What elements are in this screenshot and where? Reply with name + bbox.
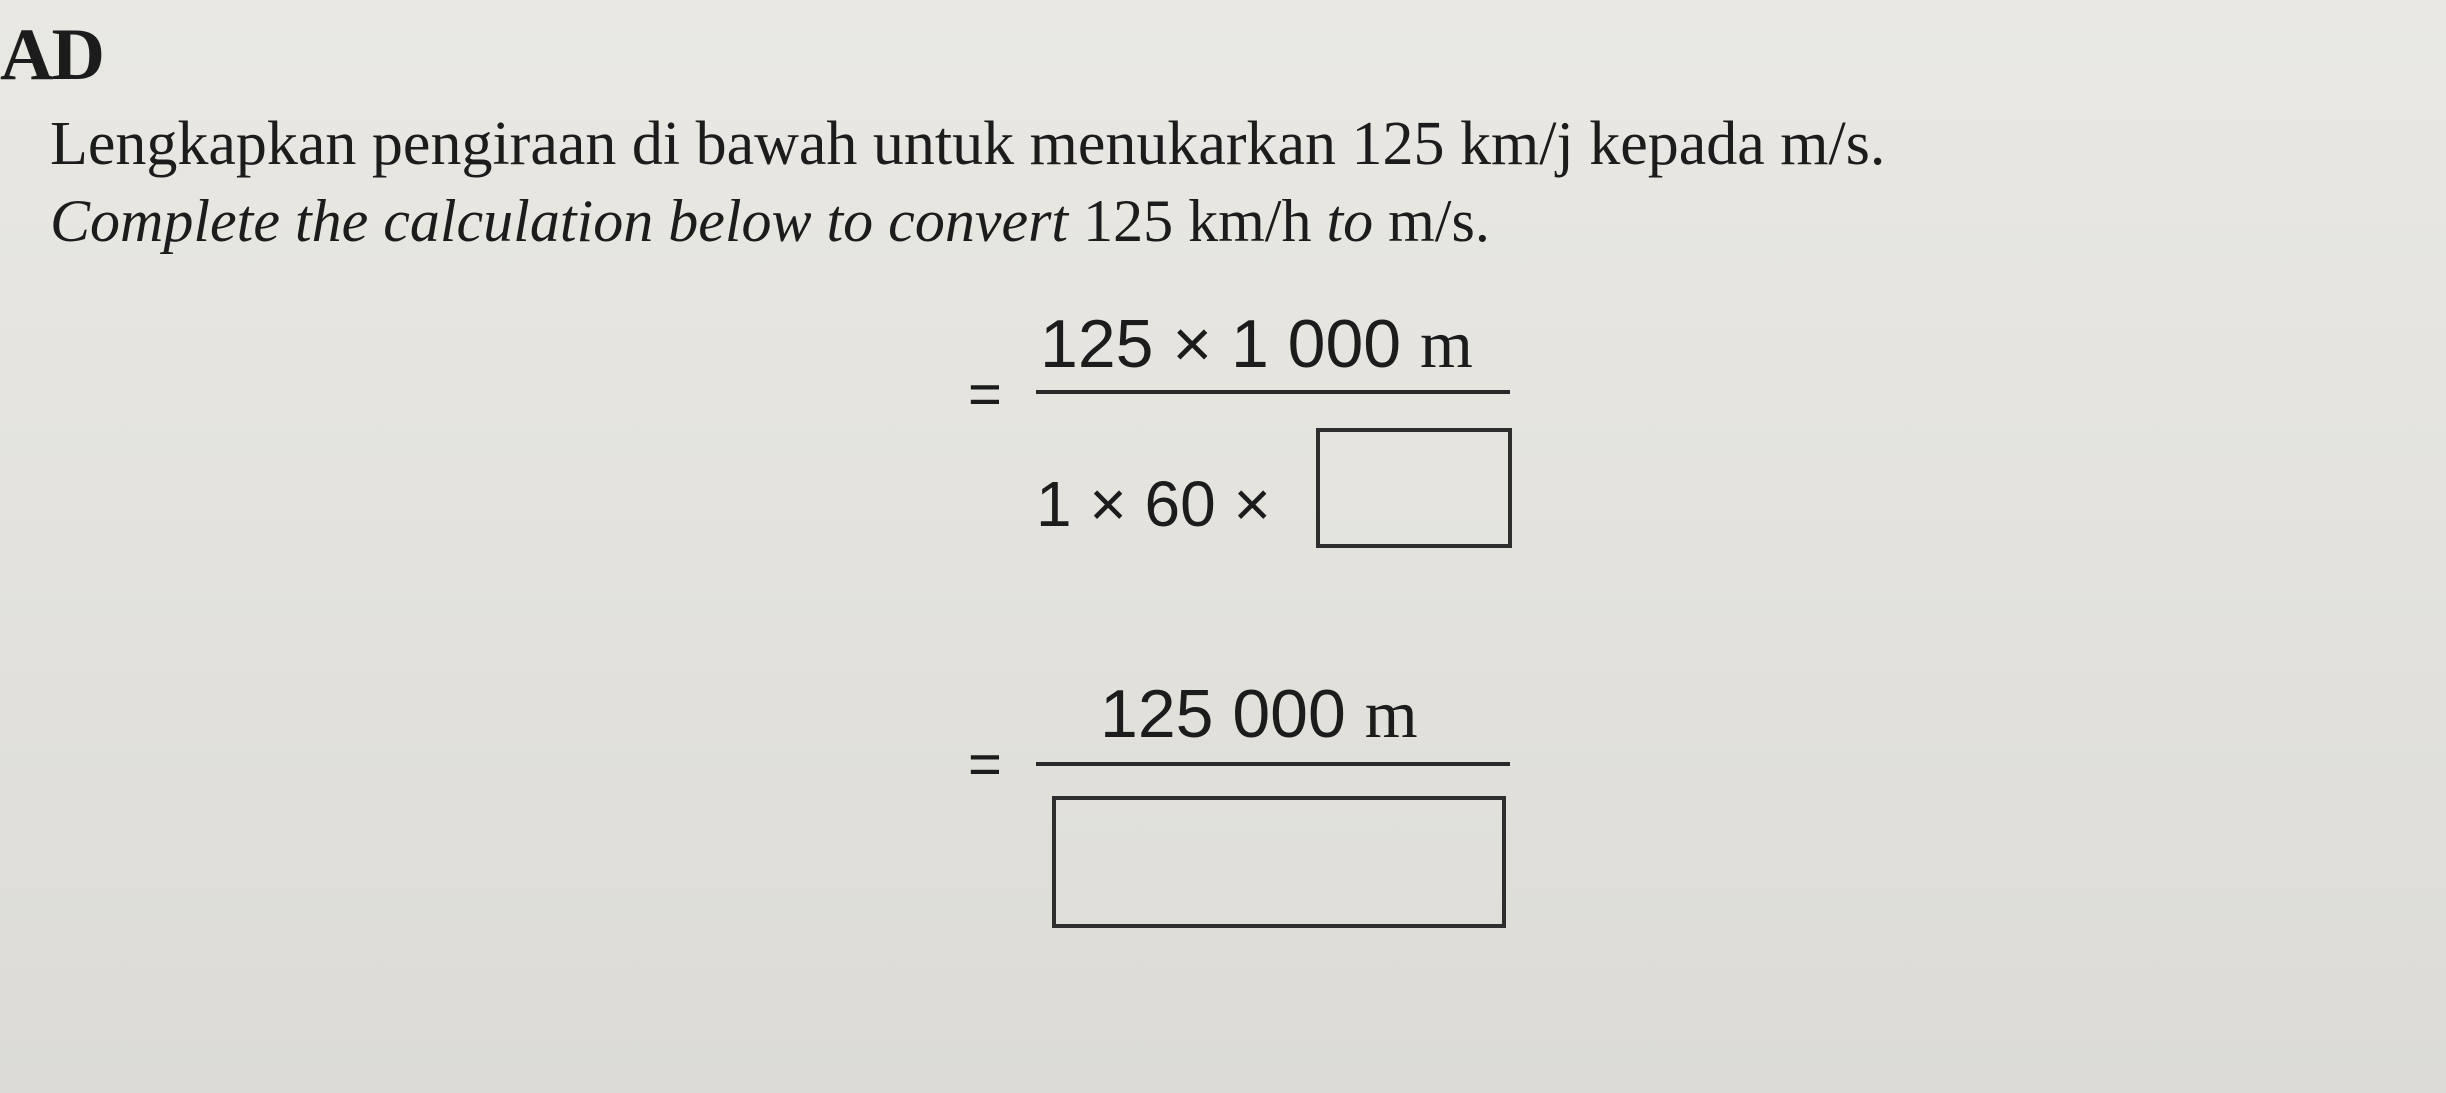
instruction-english-speed: 125 km/h — [1083, 188, 1312, 254]
step2-numerator — [1100, 676, 1418, 752]
step1-denominator-prefix: 1 × 60 × — [1036, 468, 1271, 540]
step1-numerator — [1040, 306, 1473, 382]
instruction-english-italic: Complete the calculation below to convert — [50, 188, 1069, 254]
question-label: AD — [0, 14, 103, 96]
instruction-malay: Lengkapkan pengiraan di bawah untuk menukarkan 125 km/j kepada m/s. — [50, 110, 1886, 178]
step2-fraction-bar — [1036, 762, 1510, 766]
instruction-english — [50, 188, 1490, 254]
step1-equals-sign: = — [968, 362, 1002, 427]
instruction-english-unit: m/s. — [1388, 188, 1490, 254]
step1-numerator-value: 125 × 1 000 — [1040, 306, 1402, 382]
step1-fraction-bar — [1036, 390, 1510, 394]
step2-numerator-value: 125 000 — [1100, 676, 1346, 752]
step1-answer-box[interactable] — [1316, 428, 1512, 548]
step2-numerator-unit: m — [1364, 676, 1418, 752]
step2-answer-box[interactable] — [1052, 796, 1506, 928]
step2-equals-sign: = — [968, 732, 1002, 797]
instruction-english-to: to — [1326, 188, 1374, 254]
step1-numerator-unit: m — [1420, 306, 1473, 382]
